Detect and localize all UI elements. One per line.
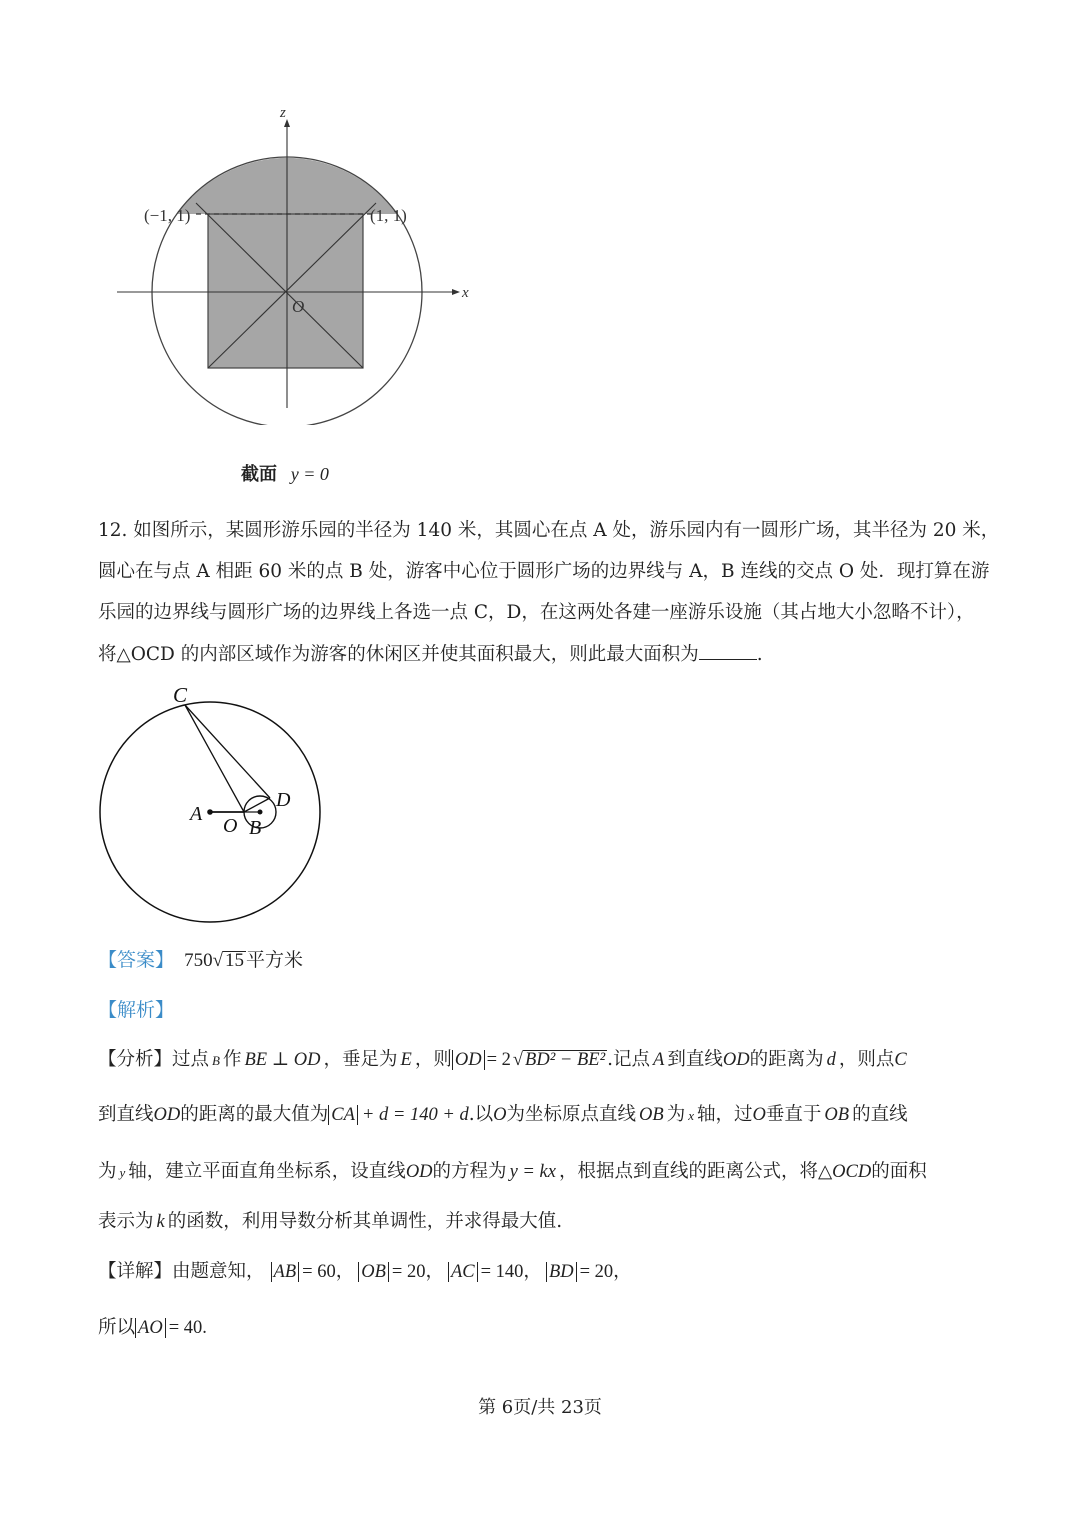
math-abs-bd: BD [546,1262,577,1282]
analysis-tag: 【解析】 [98,999,175,1021]
math-be-perp-od: BE ⊥ OD [244,1050,321,1070]
label-o: O [223,815,238,837]
math-abs-ao: AO [135,1318,166,1338]
text: ， [523,1261,542,1282]
text: ，则 [414,1049,452,1070]
answer-radicand: 15 [225,950,244,971]
text: 垂直于 [765,1104,822,1125]
answer-number: 750 [184,950,213,971]
math-k: k [156,1212,165,1232]
analysis-line-1: 【分析】过点 B 作 BE ⊥ OD ，垂足为 E ，则 OD = 2 √ BD² − BE² .记点 A 到直线OD的距离为 d ，则点C [98,1049,907,1070]
cross-section-figure [100,95,500,425]
detail-line-2 [98,1318,207,1338]
text: 为 [98,1161,117,1182]
analysis-line-3 [98,1162,927,1183]
math-triangle-ocd: △OCD [817,1162,872,1182]
text: 的距离为 [749,1049,824,1070]
analysis-tag-inline: 【分析】 [98,1049,173,1070]
math-ao-val: = 40 [168,1318,203,1338]
math-o: O [752,1105,766,1125]
caption-math: y = 0 [290,464,329,484]
math-od: OD [153,1105,181,1125]
page-footer: 第 6页/共 23页 [478,1397,602,1418]
park-figure [95,680,335,930]
text: 的直线 [852,1104,908,1125]
caption-bold: 截面 [241,464,277,485]
origin-label: O [292,297,305,316]
math-ob: OB [824,1105,850,1125]
math-x: x [688,1108,694,1123]
segment-od [244,798,270,812]
math-y: y [119,1165,126,1180]
math-d: d [826,1050,836,1070]
text: .记点 [607,1049,651,1070]
label-b: B [249,817,262,839]
analysis-line-2 [98,1105,908,1126]
text: 为坐标原点直线 [506,1104,637,1125]
math-ob: OB [639,1105,664,1125]
label-c: C [173,683,188,707]
problem-line-2: 圆心在与点 A 相距 60 米的点 B 处，游客中心位于圆形广场的边界线与 A，B 连线的交点 O 处．现打算在游 [98,561,990,582]
answer-unit: 平方米 [246,949,304,971]
text: 轴，过 [696,1104,753,1125]
math-abs-ac: AC [448,1262,478,1282]
text: 过点 [172,1049,210,1070]
detail-tag: 【详解】 [98,1261,173,1282]
x-axis-arrow [452,289,460,295]
math-od: OD [722,1050,750,1070]
math-abs-ab: AB [271,1262,300,1282]
math-plus-d: + d = 140 + d [361,1105,469,1125]
math-ac-val: = 140 [480,1262,524,1282]
text: 作 [222,1049,242,1070]
answer-line [98,950,303,971]
segment-co [185,705,244,812]
text: 轴，建立平面直角坐标系，设直线 [128,1161,406,1182]
math-abs-ob: OB [358,1262,389,1282]
problem-line-4-end: . [756,644,763,665]
text: 的面积 [871,1161,927,1182]
problem-line-4 [98,645,763,665]
segment-cd [185,705,270,798]
math-eq-2: = 2 [486,1050,511,1070]
text: . [202,1318,207,1338]
text: 到直线 [98,1104,154,1125]
point-b-dot [258,810,263,815]
analysis-line-4 [98,1212,562,1232]
text: 的距离的最大值为 [180,1104,329,1125]
math-c: C [894,1050,907,1070]
x-axis-label: x [462,285,469,301]
problem-line-3: 乐园的边界线与圆形广场的边界线上各选一点 C，D，在这两处各建一座游乐设施（其占地大小忽略不计）， [98,602,975,623]
math-sqrt-bd-be: BD² − BE² [525,1050,606,1070]
text: 的方程为 [432,1161,507,1182]
math-y-kx: y = kx [509,1162,556,1182]
point-right-label: (1, 1) [370,206,407,225]
shaded-region [152,158,430,368]
detail-line-1 [98,1262,632,1282]
math-ab-val: = 60 [302,1262,336,1282]
z-axis-label: z [280,105,286,121]
problem-line-1: 12. 如图所示，某圆形游乐园的半径为 140 米，其圆心在点 A 处，游乐园内有一圆形广场，其半径为 20 米， [98,520,1000,541]
math-o: O [493,1105,507,1125]
math-b: B [212,1053,220,1068]
math-abs-ca: CA [328,1105,358,1125]
answer-tag: 【答案】 [98,949,175,971]
math-abs-od: OD [452,1050,485,1070]
text: 的函数，利用导数分析其单调性，并求得最大值. [167,1211,563,1232]
text: ，根据点到直线的距离公式，将 [558,1161,818,1182]
text: .以 [468,1104,494,1125]
text: 到直线 [667,1049,723,1070]
text: 由题意知， [172,1261,265,1282]
text: ， [425,1261,444,1282]
text: ， [613,1261,632,1282]
label-a: A [190,803,203,825]
figure-caption [241,460,329,486]
point-a-dot [207,809,213,815]
text: ， [335,1261,355,1282]
answer-blank [699,645,757,660]
text: ，则点 [838,1049,895,1070]
sqrt-sign: √ [212,950,223,971]
math-e: E [400,1050,412,1070]
problem-line-4-text: 将△OCD 的内部区域作为游客的休闲区并使其面积最大，则此最大面积为 [98,644,699,665]
math-a: A [653,1050,665,1070]
point-left-label: (−1, 1) [144,206,191,225]
label-d: D [276,789,291,811]
math-od: OD [405,1162,433,1182]
math-bd-val: = 20 [579,1262,614,1282]
text: 表示为 [98,1211,154,1232]
math-ob-val: = 20 [391,1262,426,1282]
text: 所以 [98,1317,136,1338]
text: ，垂足为 [323,1049,398,1070]
text: 为 [666,1104,686,1125]
